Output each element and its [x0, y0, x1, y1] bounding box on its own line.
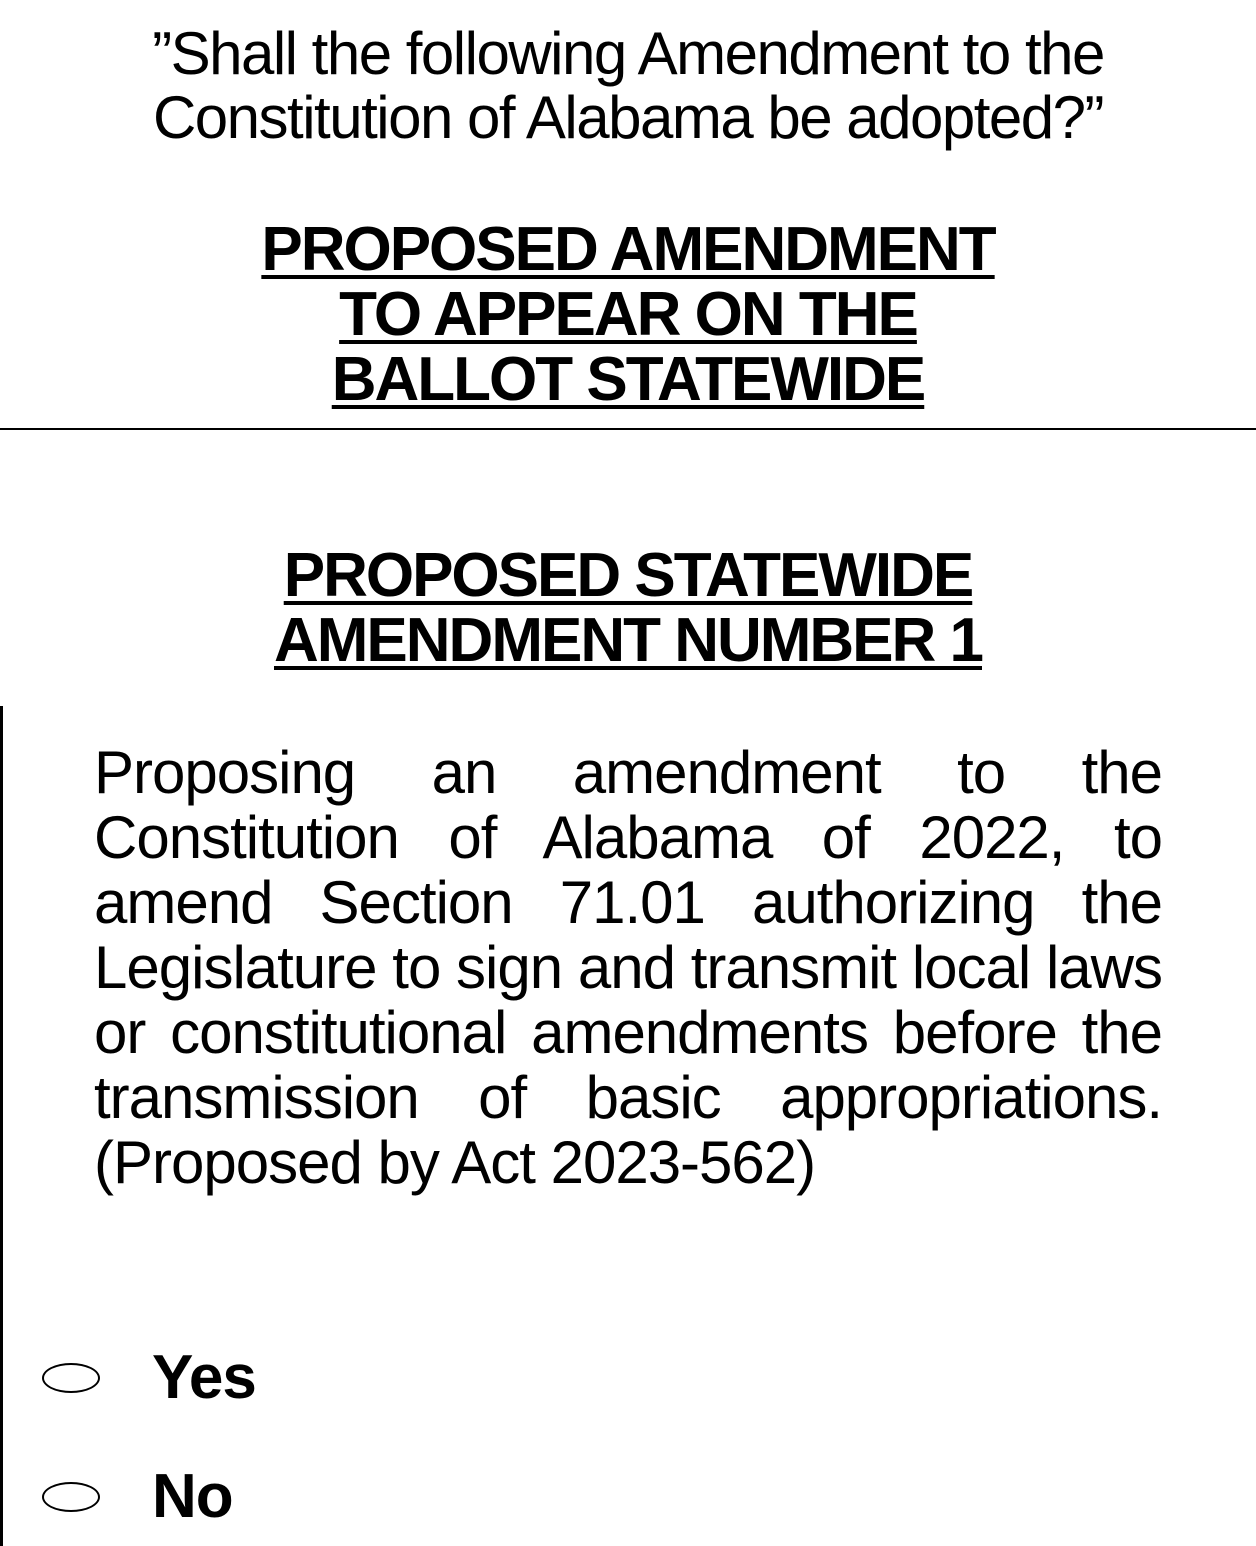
option-no[interactable]	[42, 1464, 233, 1530]
amendment-heading	[0, 543, 1256, 673]
ballot-question-line: ”Shall the following Amendment to the	[152, 20, 1104, 87]
option-yes-label: Yes	[152, 1343, 256, 1412]
option-yes[interactable]	[42, 1345, 256, 1411]
amendment-heading-line: PROPOSED STATEWIDE	[283, 541, 973, 610]
amendment-text-line: amend Section 71.01 authorizing the	[94, 869, 1162, 936]
amendment-text-line: Legislature to sign and transmit local laws	[94, 934, 1162, 1001]
amendment-heading-line: AMENDMENT NUMBER 1	[274, 606, 982, 675]
option-no-label: No	[152, 1462, 233, 1531]
ballot-question-line: Constitution of Alabama be adopted?”	[152, 84, 1104, 151]
amendment-text-line: Constitution of Alabama of 2022, to	[94, 804, 1162, 871]
amendment-text-line: or constitutional amendments before the	[94, 999, 1162, 1066]
amendment-text	[94, 740, 1162, 1195]
ballot-question	[0, 22, 1256, 150]
amendment-text-line: (Proposed by Act 2023-562)	[94, 1129, 816, 1196]
no-bubble[interactable]	[42, 1482, 100, 1512]
section-heading-line: TO APPEAR ON THE	[339, 280, 917, 349]
section-heading-line: BALLOT STATEWIDE	[331, 345, 925, 414]
yes-bubble[interactable]	[42, 1363, 100, 1393]
amendment-text-line: transmission of basic appropriations.	[94, 1064, 1162, 1131]
contest-border	[0, 706, 3, 1546]
amendment-text-line: Proposing an amendment to the	[94, 739, 1162, 806]
section-divider	[0, 428, 1256, 430]
section-heading-line: PROPOSED AMENDMENT	[261, 215, 995, 284]
section-heading	[0, 217, 1256, 412]
